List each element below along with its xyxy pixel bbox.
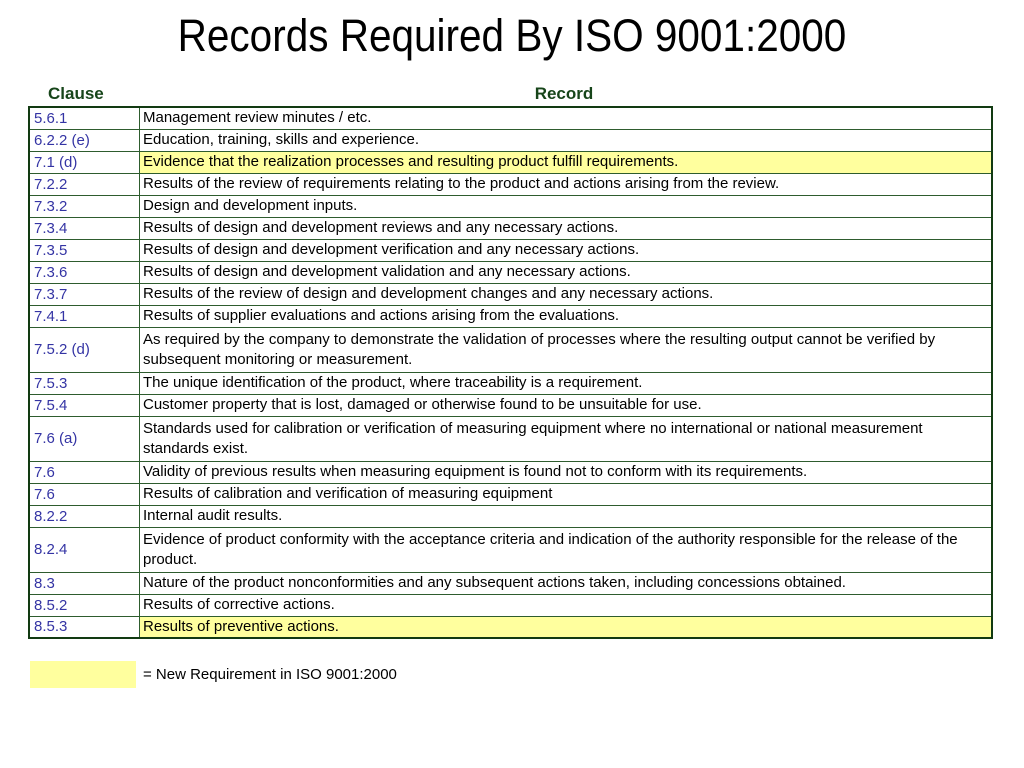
record-cell: The unique identification of the product, where traceability is a requirement. [140,372,993,394]
record-cell: Evidence that the realization processes and resulting product fulfill requirements. [140,151,993,173]
table-row [29,283,992,305]
clause-cell: 7.3.7 [29,283,140,305]
record-cell: Results of calibration and verification of measuring equipment [140,483,993,505]
record-cell: Nature of the product nonconformities and any subsequent actions taken, including concessions obtained. [140,572,993,594]
table-row [29,261,992,283]
table-row [29,572,992,594]
clause-cell: 8.5.2 [29,594,140,616]
page-title: Records Required By ISO 9001:2000 [177,10,847,61]
record-cell: Results of supplier evaluations and actions arising from the evaluations. [140,305,993,327]
table-row [29,527,992,572]
record-cell: Results of corrective actions. [140,594,993,616]
clause-cell: 8.5.3 [29,616,140,638]
record-cell: Standards used for calibration or verification of measuring equipment where no international or national measurement standards exist. [140,416,993,461]
record-cell: Results of design and development reviews and any necessary actions. [140,217,993,239]
record-cell: Education, training, skills and experience. [140,129,993,151]
legend-label: = New Requirement in ISO 9001:2000 [143,666,397,683]
record-cell: Results of preventive actions. [140,616,993,638]
highlight-swatch [30,661,136,688]
clause-cell: 7.6 [29,483,140,505]
clause-cell: 7.6 (a) [29,416,140,461]
clause-cell: 7.1 (d) [29,151,140,173]
record-cell: As required by the company to demonstrate the validation of processes where the resulting output cannot be verified by subsequent monitoring or measurement. [140,327,993,372]
clause-cell: 7.6 [29,461,140,483]
record-cell: Results of the review of design and development changes and any necessary actions. [140,283,993,305]
table-row [29,416,992,461]
clause-column-header: Clause [48,84,104,103]
clause-cell: 6.2.2 (e) [29,129,140,151]
records-table [28,106,993,639]
table-row [29,327,992,372]
clause-cell: 7.2.2 [29,173,140,195]
table-row [29,394,992,416]
table-row [29,239,992,261]
record-cell: Results of design and development verification and any necessary actions. [140,239,993,261]
record-cell: Internal audit results. [140,505,993,527]
table-row [29,305,992,327]
table-row [29,173,992,195]
record-cell: Results of the review of requirements relating to the product and actions arising from the review. [140,173,993,195]
record-cell: Management review minutes / etc. [140,107,993,129]
clause-cell: 8.2.4 [29,527,140,572]
record-column-header: Record [534,84,594,103]
clause-cell: 7.3.6 [29,261,140,283]
record-cell: Customer property that is lost, damaged or otherwise found to be unsuitable for use. [140,394,993,416]
clause-cell: 8.3 [29,572,140,594]
table-row [29,372,992,394]
table-row [29,461,992,483]
clause-cell: 7.5.2 (d) [29,327,140,372]
table-row [29,594,992,616]
clause-cell: 7.5.3 [29,372,140,394]
table-row [29,195,992,217]
records-table-body [29,107,992,638]
clause-cell: 7.3.2 [29,195,140,217]
table-row [29,217,992,239]
table-row [29,107,992,129]
table-row [29,129,992,151]
column-headers [28,84,993,106]
legend [30,661,530,688]
table-row [29,151,992,173]
record-cell: Evidence of product conformity with the acceptance criteria and indication of the authority responsible for the release of the product. [140,527,993,572]
table-row [29,505,992,527]
clause-cell: 7.4.1 [29,305,140,327]
record-cell: Design and development inputs. [140,195,993,217]
table-row [29,616,992,638]
clause-cell: 7.5.4 [29,394,140,416]
record-cell: Results of design and development validation and any necessary actions. [140,261,993,283]
clause-cell: 7.3.4 [29,217,140,239]
record-cell: Validity of previous results when measuring equipment is found not to conform with its requirements. [140,461,993,483]
clause-cell: 5.6.1 [29,107,140,129]
clause-cell: 7.3.5 [29,239,140,261]
clause-cell: 8.2.2 [29,505,140,527]
table-row [29,483,992,505]
